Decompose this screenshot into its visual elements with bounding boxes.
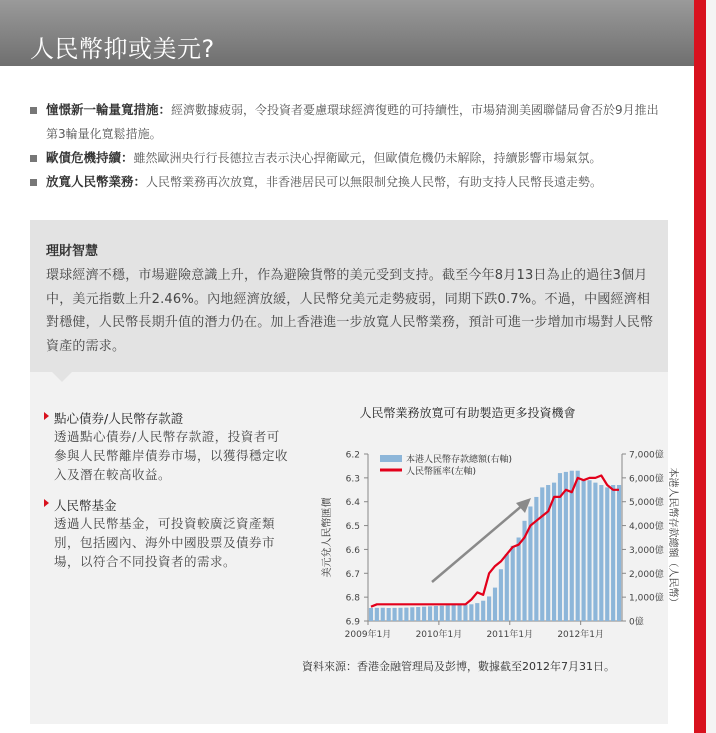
left-tick-label: 6.2 [345, 450, 360, 461]
right-tick-label: 0億 [629, 617, 644, 628]
chart-svg [292, 424, 678, 664]
deposit-bar [505, 554, 509, 621]
deposit-bar [576, 471, 580, 621]
page-title: 人民幣抑或美元? [30, 35, 215, 63]
deposit-bar [540, 487, 544, 621]
x-tick-label: 2009年1月 [344, 630, 392, 640]
product-heading: 點心債券/人民幣存款證 [54, 411, 184, 426]
left-tick-label: 6.5 [345, 522, 360, 533]
panel-pointer [52, 372, 72, 382]
product-body: 透過點心債券/人民幣存款證，投資者可參與人民幣離岸債券市場，以獲得穩定收入及潛在較高收益。 [54, 429, 289, 482]
legend-swatch-rate [380, 469, 402, 472]
title-bar [0, 0, 694, 66]
bullet-square-icon [30, 155, 37, 162]
deposit-bar [369, 608, 373, 621]
left-tick-label: 6.8 [345, 593, 360, 604]
deposit-bar [381, 608, 385, 621]
deposit-bar [387, 608, 391, 621]
right-tick-label: 4,000億 [629, 522, 664, 533]
deposit-bar [517, 538, 521, 622]
bullet-text: 雖然歐洲央行行長德拉吉表示決心捍衛歐元，但歐債危機仍未解除，持續影響市場氣氛。 [133, 151, 602, 165]
wisdom-heading: 理財智慧 [46, 244, 99, 259]
trend-arrow-shaft [432, 504, 524, 582]
deposit-bar [611, 485, 615, 621]
wisdom-body: 環球經濟不穩，市場避險意識上升，作為避險貨幣的美元受到支持。截至今年8月13日為止的過往3個月中，美元指數上升2.46%。內地經濟放緩，人民幣兌美元走勢疲弱，同期下跌0.7%。不過，中國經濟相對穩健，人民幣長期升值的潛力仍在。加上香港進一步放寬人民幣業務，預計可進一步增加市場對人民幣資產的需求。 [46, 268, 654, 354]
bullet-item [30, 98, 670, 146]
left-tick-label: 6.6 [345, 545, 360, 556]
bullet-label: 憧憬新一輪量寬措施： [46, 102, 172, 117]
x-tick-label: 2011年1月 [486, 630, 534, 640]
deposit-bar [428, 606, 432, 621]
x-tick-label: 2012年1月 [557, 630, 604, 640]
deposit-bar [375, 608, 379, 621]
red-arrow-icon [44, 499, 49, 507]
right-margin [706, 0, 716, 733]
deposit-bar [393, 608, 397, 621]
wisdom-panel [30, 220, 668, 372]
bullet-text: 經濟數據疲弱，令投資者憂慮環球經濟復甦的可持續性，市場猜測美國聯儲局會否於9月推出第3輪量化寬鬆措施。 [46, 103, 659, 141]
legend-label-deposit: 本港人民幣存款總額(右軸) [406, 455, 513, 465]
deposit-bar [475, 603, 479, 621]
deposit-bar [599, 485, 603, 621]
x-tick-label: 2010年1月 [415, 630, 463, 640]
right-tick-label: 2,000億 [629, 569, 664, 580]
bullet-square-icon [30, 107, 37, 114]
deposit-bar [617, 485, 621, 621]
deposit-bar [457, 605, 461, 621]
deposit-bar [587, 480, 591, 621]
deposit-bar [511, 546, 515, 621]
bullet-text: 人民幣業務再次放寬，非香港居民可以無限制兌換人民幣，有助支持人民幣長遠走勢。 [146, 175, 603, 189]
left-tick-label: 6.3 [345, 474, 360, 485]
accent-red-bar [694, 0, 706, 733]
bullet-label: 放寬人民幣業務： [46, 174, 147, 189]
bullet-item [30, 146, 670, 170]
red-arrow-icon [44, 412, 49, 420]
right-tick-label: 1,000億 [629, 593, 664, 604]
right-tick-label: 3,000億 [629, 545, 664, 556]
bullet-label: 歐債危機持續： [46, 150, 134, 165]
legend-swatch-deposit [380, 455, 402, 462]
product-body: 透過人民幣基金，可投資較廣泛資產類別，包括國內、海外中國股票及債券市場，以符合不同投資者的需求。 [54, 516, 276, 569]
deposit-bar [564, 472, 568, 621]
deposit-bar [422, 607, 426, 621]
chart-title: 人民幣業務放寬可有助製造更多投資機會 [359, 406, 576, 420]
deposit-bar [463, 605, 467, 621]
chart-source: 資料來源：香港金融管理局及彭博，數據截至2012年7月31日。 [302, 660, 615, 673]
deposit-bar [582, 480, 586, 621]
products-chart-panel [30, 372, 678, 724]
right-tick-label: 7,000億 [629, 450, 664, 461]
deposit-bar [410, 607, 414, 621]
product-heading: 人民幣基金 [54, 498, 117, 513]
bullet-square-icon [30, 179, 37, 186]
deposit-bar [534, 497, 538, 621]
legend-label-rate: 人民幣匯率(左軸) [406, 467, 477, 477]
left-axis-title: 美元兌人民幣匯價 [322, 497, 333, 578]
deposit-bar [493, 588, 497, 621]
deposit-bar [469, 604, 473, 621]
left-tick-label: 6.9 [345, 617, 360, 628]
deposit-bar [605, 487, 609, 621]
left-tick-label: 6.4 [345, 498, 360, 509]
deposit-bar [481, 601, 485, 621]
left-tick-label: 6.7 [345, 569, 360, 580]
right-tick-label: 5,000億 [629, 498, 664, 509]
deposit-bar [446, 605, 450, 621]
right-tick-label: 6,000億 [629, 474, 664, 485]
deposit-bar [499, 569, 503, 621]
deposit-bar [434, 606, 438, 621]
deposit-bar [398, 608, 402, 621]
deposit-bar [404, 608, 408, 621]
right-axis-title: 本港人民幣存款總額（人民幣） [667, 467, 678, 608]
deposit-bar [452, 605, 456, 621]
news-bullets [30, 98, 670, 194]
deposit-bar [487, 596, 491, 621]
bullet-item [30, 170, 670, 194]
deposit-bar [440, 606, 444, 621]
deposit-bar [593, 483, 597, 621]
deposit-bar [416, 607, 420, 621]
